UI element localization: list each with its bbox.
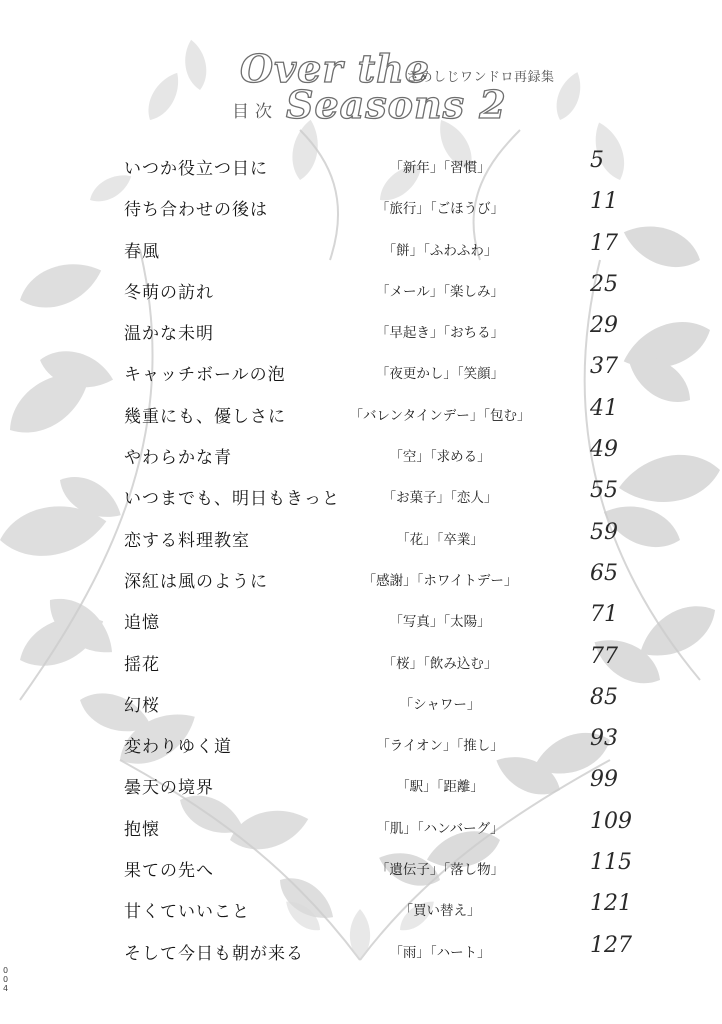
toc-row[interactable] (0, 765, 722, 806)
toc-row[interactable] (0, 435, 722, 476)
toc-page-number: 55 (590, 478, 618, 504)
toc-page-number: 93 (590, 726, 618, 752)
toc-heading: 目次 (232, 102, 278, 122)
toc-page-number: 29 (590, 313, 618, 339)
toc-row[interactable] (0, 229, 722, 270)
toc-row[interactable] (0, 848, 722, 889)
toc-row[interactable] (0, 807, 722, 848)
toc-title: 変わりゆく道 (124, 737, 232, 758)
toc-title: いつか役立つ日に (124, 159, 268, 179)
toc-title: 春風 (124, 241, 160, 262)
toc-title: 恋する料理教室 (124, 530, 250, 551)
toc-keywords: 「桜」「飲み込む」 (382, 655, 498, 672)
toc-page-number: 41 (590, 395, 618, 421)
toc-keywords: 「写真」「太陽」 (389, 614, 491, 631)
toc-keywords: 「メール」「楽しみ」 (376, 283, 504, 300)
toc-row[interactable] (0, 187, 722, 228)
toc-page-number: 65 (590, 560, 618, 586)
toc-page-number: 77 (590, 643, 618, 669)
toc-title: 深紅は風のように (124, 571, 268, 592)
toc-keywords: 「旅行」「ごほうび」 (375, 201, 505, 218)
toc-title: 幻桜 (124, 695, 160, 716)
toc-title: 温かな未明 (124, 324, 214, 345)
logo-title-line1: Over the (240, 46, 430, 91)
toc-page-number: 49 (590, 437, 618, 463)
toc-page-number: 85 (590, 684, 618, 710)
table-of-contents (0, 146, 722, 972)
toc-page-number: 99 (590, 767, 618, 793)
toc-page-number: 127 (590, 932, 632, 958)
toc-title: 果ての先へ (124, 861, 214, 882)
toc-keywords: 「シャワー」 (399, 696, 481, 713)
toc-title: 甘くていいこと (124, 902, 250, 923)
toc-row[interactable] (0, 889, 722, 930)
header (0, 0, 722, 140)
toc-keywords: 「感謝」「ホワイトデー」 (362, 572, 518, 589)
toc-keywords: 「お菓子」「恋人」 (382, 490, 498, 507)
toc-title: 冬萌の訪れ (124, 282, 214, 303)
toc-title: 抱懐 (124, 819, 160, 840)
toc-keywords: 「遺伝子」「落し物」 (375, 862, 505, 879)
toc-keywords: 「雨」「ハート」 (389, 944, 491, 961)
toc-row[interactable] (0, 394, 722, 435)
toc-page-number: 17 (590, 230, 618, 256)
toc-page-number: 71 (590, 602, 618, 628)
toc-row[interactable] (0, 476, 722, 517)
toc-row[interactable] (0, 642, 722, 683)
toc-page-number: 5 (590, 148, 604, 173)
toc-page-number: 109 (590, 808, 632, 834)
toc-page-number: 115 (590, 850, 632, 876)
toc-keywords: 「肌」「ハンバーグ」 (376, 820, 504, 837)
toc-row[interactable] (0, 311, 722, 352)
toc-keywords: 「餅」「ふわふわ」 (382, 242, 498, 259)
toc-title: そして今日も朝が来る (124, 943, 304, 964)
page-folio: 004 (3, 966, 9, 993)
toc-page-number: 59 (590, 519, 618, 545)
toc-title: キャッチボールの泡 (124, 365, 286, 386)
toc-keywords: 「空」「求める」 (389, 449, 491, 466)
toc-keywords: 「夜更かし」「笑顔」 (375, 366, 505, 383)
toc-keywords: 「早起き」「おちる」 (375, 325, 505, 342)
toc-page-number: 37 (590, 354, 618, 380)
toc-row[interactable] (0, 600, 722, 641)
toc-page-number: 25 (590, 271, 618, 297)
toc-title: 追憶 (124, 613, 160, 634)
logo-title-line2: Seasons 2 (286, 82, 507, 127)
toc-title: 曇天の境界 (124, 778, 214, 799)
toc-row[interactable] (0, 559, 722, 600)
toc-page-number: 121 (590, 891, 632, 917)
toc-title: いつまでも、明日もきっと (124, 489, 340, 510)
toc-row[interactable] (0, 270, 722, 311)
toc-keywords: 「新年」「習慣」 (389, 160, 491, 176)
toc-row[interactable] (0, 683, 722, 724)
toc-keywords: 「花」「卒業」 (396, 531, 484, 548)
toc-row[interactable] (0, 518, 722, 559)
toc-title: 揺花 (124, 654, 160, 675)
toc-keywords: 「買い替え」 (399, 903, 481, 920)
logo-subtitle: さめしじワンドロ再録集 (406, 70, 555, 85)
toc-row[interactable] (0, 931, 722, 972)
toc-keywords: 「ライオン」「推し」 (376, 738, 504, 755)
toc-row[interactable] (0, 146, 722, 187)
toc-keywords: 「バレンタインデー」「包む」 (349, 407, 531, 424)
toc-title: 待ち合わせの後は (124, 200, 268, 221)
toc-title: 幾重にも、優しさに (124, 406, 286, 427)
toc-row[interactable] (0, 724, 722, 765)
toc-keywords: 「駅」「距離」 (396, 779, 484, 796)
toc-page-number: 11 (590, 189, 618, 215)
toc-title: やわらかな青 (124, 448, 232, 469)
toc-row[interactable] (0, 352, 722, 393)
